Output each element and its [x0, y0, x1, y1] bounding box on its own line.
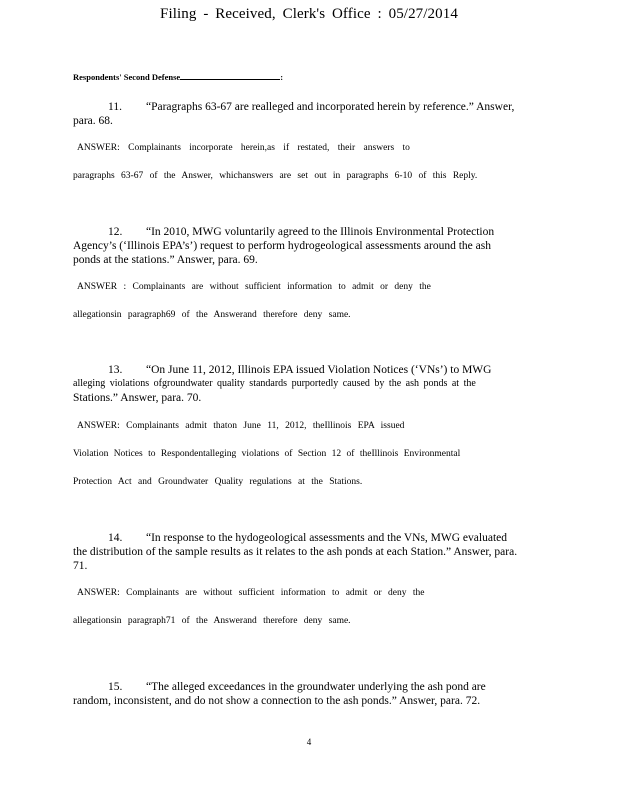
paragraph-12-quote-line2: Agency’s (‘Illinois EPA’s’) request to perform hydrogeological assessments around the ash: [73, 240, 491, 252]
page-number: 4: [306, 737, 312, 747]
paragraph-13-answer-line2: Violation Notices to Respondentalleging violations of Section 12 of theIllinois Environmental: [73, 449, 461, 459]
paragraph-13-quote-line1: 13. “On June 11, 2012, Illinois EPA issued Violation Notices (‘VNs’) to MWG: [108, 364, 492, 376]
paragraph-12-answer-line1: ANSWER : Complainants are without sufficient information to admit or deny the: [77, 282, 431, 292]
paragraph-number: 14.: [108, 532, 123, 544]
paragraph-11-answer-line1: ANSWER: Complainants incorporate herein,as if restated, their answers to: [77, 143, 410, 153]
paragraph-13-quote-line3: Stations.” Answer, para. 70.: [73, 392, 202, 404]
paragraph-number: 13.: [108, 364, 123, 376]
paragraph-14-quote-line2: the distribution of the sample results as it relates to the ash ponds at each Station.” Answer, para.: [73, 546, 518, 558]
section-underline: [180, 72, 280, 80]
paragraph-15-quote-line1: 15. “The alleged exceedances in the groundwater underlying the ash pond are: [108, 681, 486, 693]
paragraph-14-answer-line1: ANSWER: Complainants are without sufficient information to admit or deny the: [77, 588, 425, 598]
paragraph-13-answer-line3: Protection Act and Groundwater Quality regulations at the Stations.: [73, 477, 363, 487]
section-heading: [73, 72, 283, 82]
paragraph-14-answer-line2: allegationsin paragraph71 of the Answerand therefore deny same.: [73, 616, 351, 626]
paragraph-11-answer-line2: paragraphs 63-67 of the Answer, whichanswers are set out in paragraphs 6-10 of this Reply.: [73, 171, 478, 181]
paragraph-12-answer-line2: allegationsin paragraph69 of the Answerand therefore deny same.: [73, 310, 351, 320]
paragraph-13-answer-line1: ANSWER: Complainants admit thaton June 11, 2012, theIllinois EPA issued: [77, 421, 405, 431]
paragraph-number: 15.: [108, 681, 123, 693]
paragraph-number: 12.: [108, 226, 123, 238]
paragraph-12-quote-line3: ponds at the stations.” Answer, para. 69.: [73, 254, 258, 266]
paragraph-11-quote-line2: para. 68.: [73, 115, 113, 127]
paragraph-13-quote-line2: alleging violations ofgroundwater quality standards purportedly caused by the ash ponds at the: [73, 378, 476, 389]
paragraph-11-quote-line1: 11. “Paragraphs 63-67 are realleged and incorporated herein by reference.” Answer,: [108, 101, 515, 113]
filing-header: Filing - Received, Clerk's Office : 05/27/2014: [160, 6, 458, 22]
section-title: Respondents' Second Defense: [73, 72, 181, 82]
paragraph-number: 11.: [108, 101, 122, 113]
paragraph-14-quote-line1: 14. “In response to the hydogeological assessments and the VNs, MWG evaluated: [108, 532, 507, 544]
paragraph-14-quote-line3: 71.: [73, 560, 88, 572]
paragraph-15-quote-line2: random, inconsistent, and do not show a connection to the ash ponds.” Answer, para. 72.: [73, 695, 481, 707]
section-colon: :: [280, 72, 284, 82]
paragraph-12-quote-line1: 12. “In 2010, MWG voluntarily agreed to the Illinois Environmental Protection: [108, 226, 495, 238]
